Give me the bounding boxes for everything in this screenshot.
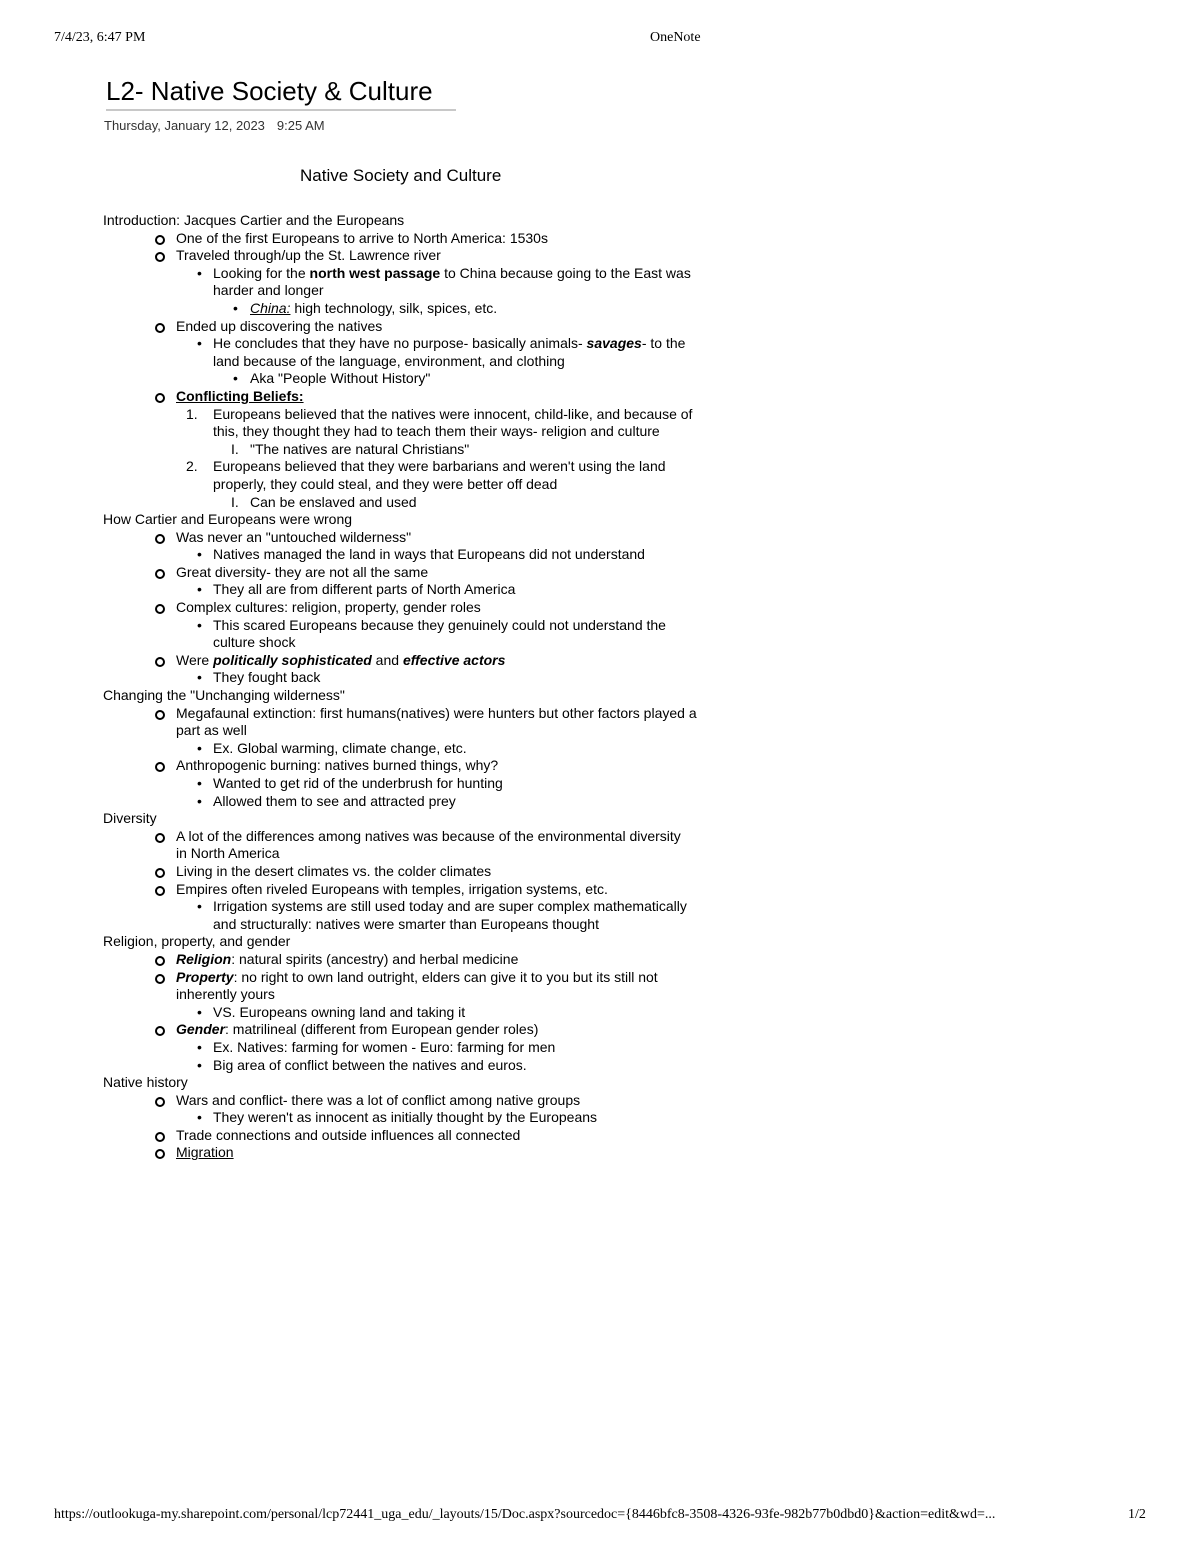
notes-outline <box>0 212 760 1162</box>
bullet-item: Living in the desert climates vs. the colder climates <box>0 863 760 881</box>
hollow-bullet-icon <box>155 534 165 544</box>
hollow-bullet-icon <box>155 235 165 245</box>
section-heading: Religion, property, and gender <box>103 933 291 950</box>
bullet-item: Trade connections and outside influences all connected <box>0 1127 760 1145</box>
dot-bullet-icon: • <box>197 264 202 281</box>
bullet-item: One of the first Europeans to arrive to North America: 1530s <box>0 230 760 248</box>
dot-bullet-icon: • <box>197 546 202 563</box>
hollow-bullet-icon <box>155 762 165 772</box>
bullet-item: Were politically sophisticated and effective actors <box>0 652 760 670</box>
hollow-bullet-icon <box>155 657 165 667</box>
hollow-bullet-icon <box>155 569 165 579</box>
bullet-item: Property: no right to own land outright, elders can give it to you but its still not inherently yours <box>0 969 701 1004</box>
dot-bullet-icon: • <box>197 1038 202 1055</box>
sub-bullet-item: • VS. Europeans owning land and taking it <box>197 1003 466 1020</box>
dot-bullet-icon: • <box>197 616 202 633</box>
page-title: L2- Native Society & Culture <box>106 76 456 111</box>
sub-bullet-item: • They weren't as innocent as initially thought by the Europeans <box>197 1109 598 1126</box>
dot-bullet-icon: • <box>233 299 238 316</box>
bullet-item <box>0 1144 760 1162</box>
dot-bullet-icon: • <box>197 581 202 598</box>
dot-bullet-icon: • <box>197 669 202 686</box>
bullet-item: Conflicting Beliefs: <box>0 388 760 406</box>
sub-bullet-item: • He concludes that they have no purpose- basically animals- savages- to the land because of the language, environment, and clothing <box>197 335 686 369</box>
print-footer-page-number: 1/2 <box>1128 1507 1146 1522</box>
dot-bullet-icon: • <box>197 739 202 756</box>
hollow-bullet-icon <box>155 1097 165 1107</box>
sub-bullet-item: • Ex. Global warming, climate change, etc. <box>197 739 467 756</box>
section-heading: How Cartier and Europeans were wrong <box>103 511 353 528</box>
hollow-bullet-icon <box>155 252 165 262</box>
list-number: 2. <box>186 458 198 475</box>
section-heading: Introduction: Jacques Cartier and the Europeans <box>103 212 405 228</box>
section-heading: Diversity <box>103 810 157 827</box>
hollow-bullet-icon <box>155 710 165 720</box>
print-header-datetime: 7/4/23, 6:47 PM <box>54 30 146 45</box>
section-heading: Native history <box>103 1074 188 1091</box>
bullet-item: Religion: natural spirits (ancestry) and herbal medicine <box>0 951 760 969</box>
sub-bullet-item: • Natives managed the land in ways that Europeans did not understand <box>197 546 645 563</box>
bullet-item: Ended up discovering the natives <box>0 318 760 336</box>
bullet-item: Great diversity- they are not all the same <box>0 564 760 582</box>
sub-bullet-item: • They all are from different parts of North America <box>197 581 516 598</box>
hollow-bullet-icon <box>155 886 165 896</box>
hollow-bullet-icon <box>155 956 165 966</box>
sub-bullet-item: • Big area of conflict between the natives and euros. <box>197 1056 527 1073</box>
sub-bullet-item: • They fought back <box>197 669 321 686</box>
hollow-bullet-icon <box>155 833 165 843</box>
page-time: 9:25 AM <box>276 118 325 133</box>
dot-bullet-icon: • <box>197 792 202 809</box>
bullet-item: Megafaunal extinction: first humans(natives) were hunters but other factors played a part as well <box>0 705 706 740</box>
hollow-bullet-icon <box>155 1132 165 1142</box>
migration-link[interactable]: Migration <box>176 1144 234 1161</box>
sub-bullet-item: • This scared Europeans because they genuinely could not understand the culture shock <box>197 616 666 651</box>
bullet-item: Complex cultures: religion, property, gender roles <box>0 599 760 617</box>
numbered-item: 1. Europeans believed that the natives were innocent, child-like, and because of this, they thought they had to teach them their ways- religion and culture <box>186 405 693 440</box>
hollow-bullet-icon <box>155 1026 165 1036</box>
page-date: Thursday, January 12, 2023 <box>104 118 265 133</box>
sub-bullet-item: • Irrigation systems are still used today and are super complex mathematically and structurally: natives were smarter than Europeans thought <box>197 898 687 932</box>
roman-numbered-item: I. "The natives are natural Christians" <box>231 440 470 457</box>
sub-sub-bullet-item: • Aka "People Without History" <box>233 370 431 387</box>
page-timestamp <box>104 118 325 133</box>
hollow-bullet-icon <box>155 323 165 333</box>
bullet-item: Traveled through/up the St. Lawrence river <box>0 247 760 265</box>
list-number: 1. <box>186 405 198 422</box>
bullet-item: Anthropogenic burning: natives burned things, why? <box>0 757 760 775</box>
dot-bullet-icon: • <box>197 1109 202 1126</box>
hollow-bullet-icon <box>155 604 165 614</box>
bullet-item: Wars and conflict- there was a lot of conflict among native groups <box>0 1092 760 1110</box>
sub-bullet-item: • Allowed them to see and attracted prey <box>197 792 456 809</box>
hollow-bullet-icon <box>155 393 165 403</box>
dot-bullet-icon: • <box>197 335 202 352</box>
sub-bullet-item: • Ex. Natives: farming for women - Euro: farming for men <box>197 1038 556 1055</box>
dot-bullet-icon: • <box>197 898 202 915</box>
bullet-item: Empires often riveled Europeans with temples, irrigation systems, etc. <box>0 881 760 899</box>
bullet-item: Gender: matrilineal (different from European gender roles) <box>0 1021 760 1039</box>
list-number: I. <box>231 440 239 457</box>
hollow-bullet-icon <box>155 868 165 878</box>
print-header-app-name: OneNote <box>650 30 701 45</box>
roman-numbered-item: I. Can be enslaved and used <box>231 493 417 510</box>
numbered-item: 2. Europeans believed that they were barbarians and weren't using the land properly, they could steal, and they were better off dead <box>186 458 666 492</box>
dot-bullet-icon: • <box>197 1003 202 1020</box>
sub-bullet-item: • Wanted to get rid of the underbrush for hunting <box>197 775 503 791</box>
list-number: I. <box>231 493 239 510</box>
sub-sub-bullet-item: • China: high technology, silk, spices, etc. <box>233 299 498 316</box>
print-footer-url: https://outlookuga-my.sharepoint.com/personal/lcp72441_uga_edu/_layouts/15/Doc.aspx?sourcedoc={8446bfc8-3508-4326-93fe-982b77b0dbd0}&action=edit&wd=... <box>54 1507 996 1522</box>
hollow-bullet-icon <box>155 974 165 984</box>
sub-bullet-item: • Looking for the north west passage to China because going to the East was harder and longer <box>197 264 691 299</box>
content-heading: Native Society and Culture <box>300 166 502 185</box>
section-heading: Changing the "Unchanging wilderness" <box>103 687 345 704</box>
bullet-item: Was never an "untouched wilderness" <box>0 529 760 547</box>
dot-bullet-icon: • <box>197 775 202 791</box>
hollow-bullet-icon <box>155 1149 165 1159</box>
dot-bullet-icon: • <box>233 370 238 387</box>
bullet-item: A lot of the differences among natives was because of the environmental diversity in North America <box>0 828 686 863</box>
dot-bullet-icon: • <box>197 1056 202 1073</box>
